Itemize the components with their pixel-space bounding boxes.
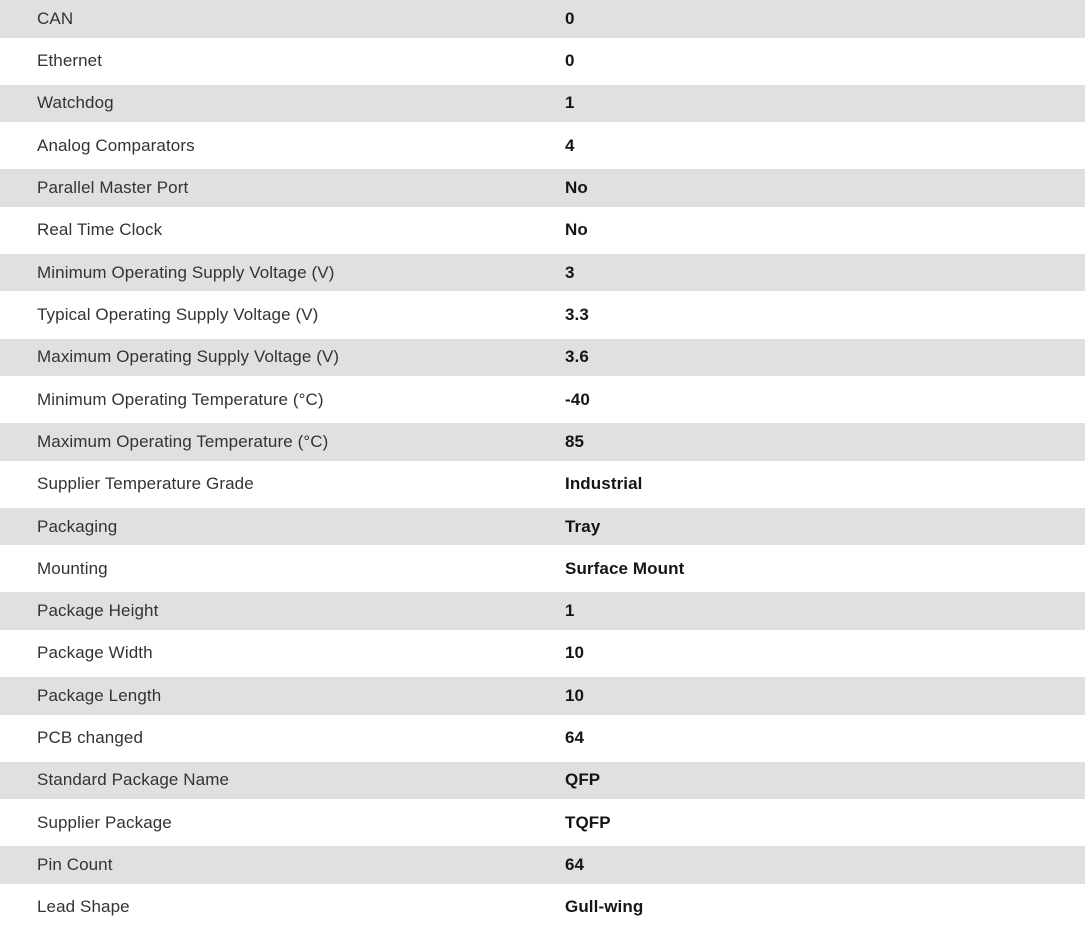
spec-value: 0 bbox=[565, 51, 575, 71]
spec-row bbox=[0, 846, 1085, 884]
spec-label: Package Height bbox=[37, 601, 159, 621]
spec-row bbox=[0, 296, 1085, 334]
spec-value: 10 bbox=[565, 685, 585, 705]
spec-row bbox=[0, 42, 1085, 80]
spec-label: Minimum Operating Supply Voltage (V) bbox=[37, 262, 335, 282]
spec-label: Supplier Package bbox=[37, 812, 172, 832]
spec-value: 3 bbox=[565, 262, 575, 282]
spec-label: PCB changed bbox=[37, 728, 144, 748]
spec-row bbox=[0, 889, 1085, 927]
spec-label: Lead Shape bbox=[37, 897, 130, 917]
spec-row bbox=[0, 550, 1085, 588]
spec-label: Typical Operating Supply Voltage (V) bbox=[37, 304, 319, 324]
spec-row bbox=[0, 635, 1085, 673]
spec-label: Packaging bbox=[37, 516, 118, 536]
spec-row bbox=[0, 423, 1085, 461]
spec-row bbox=[0, 169, 1085, 207]
spec-row bbox=[0, 719, 1085, 757]
spec-label: Standard Package Name bbox=[37, 770, 230, 790]
spec-value: -40 bbox=[565, 389, 590, 409]
spec-row bbox=[0, 339, 1085, 377]
spec-label: Package Width bbox=[37, 643, 153, 663]
spec-row bbox=[0, 677, 1085, 715]
spec-label: Mounting bbox=[37, 558, 108, 578]
spec-value: Surface Mount bbox=[565, 558, 685, 578]
spec-label: Package Length bbox=[37, 685, 162, 705]
spec-label: Pin Count bbox=[37, 855, 113, 874]
spec-label: Watchdog bbox=[37, 93, 114, 113]
spec-value: 10 bbox=[565, 643, 585, 663]
spec-value: 85 bbox=[565, 431, 585, 451]
spec-row bbox=[0, 381, 1085, 419]
spec-label: Maximum Operating Supply Voltage (V) bbox=[37, 347, 340, 367]
spec-value: 3.6 bbox=[565, 347, 589, 367]
spec-row bbox=[0, 465, 1085, 503]
spec-value: No bbox=[565, 220, 588, 240]
spec-label: Real Time Clock bbox=[37, 220, 163, 240]
spec-label: Ethernet bbox=[37, 51, 103, 71]
spec-label: Analog Comparators bbox=[37, 135, 195, 155]
spec-row bbox=[0, 127, 1085, 165]
spec-value: 4 bbox=[565, 135, 575, 155]
spec-row bbox=[0, 0, 1085, 38]
spec-value: QFP bbox=[565, 770, 601, 790]
spec-row bbox=[0, 85, 1085, 123]
spec-row bbox=[0, 254, 1085, 292]
spec-value: 0 bbox=[565, 8, 575, 28]
spec-value: Tray bbox=[565, 516, 601, 536]
spec-value: 3.3 bbox=[565, 304, 589, 324]
spec-row bbox=[0, 762, 1085, 800]
spec-row bbox=[0, 804, 1085, 842]
spec-value: Industrial bbox=[565, 474, 643, 494]
spec-value: 64 bbox=[565, 855, 585, 874]
spec-value: No bbox=[565, 178, 588, 197]
spec-row bbox=[0, 508, 1085, 546]
spec-value: 1 bbox=[565, 601, 575, 621]
spec-label: Minimum Operating Temperature (°C) bbox=[37, 389, 324, 409]
spec-label: CAN bbox=[37, 8, 74, 28]
spec-label: Maximum Operating Temperature (°C) bbox=[37, 431, 329, 451]
spec-row bbox=[0, 212, 1085, 250]
spec-label: Supplier Temperature Grade bbox=[37, 474, 254, 494]
spec-value: 64 bbox=[565, 728, 585, 748]
spec-value: 1 bbox=[565, 93, 575, 113]
spec-value: Gull-wing bbox=[565, 897, 644, 917]
spec-label: Parallel Master Port bbox=[37, 178, 189, 197]
spec-value: TQFP bbox=[565, 812, 611, 832]
spec-row bbox=[0, 592, 1085, 630]
